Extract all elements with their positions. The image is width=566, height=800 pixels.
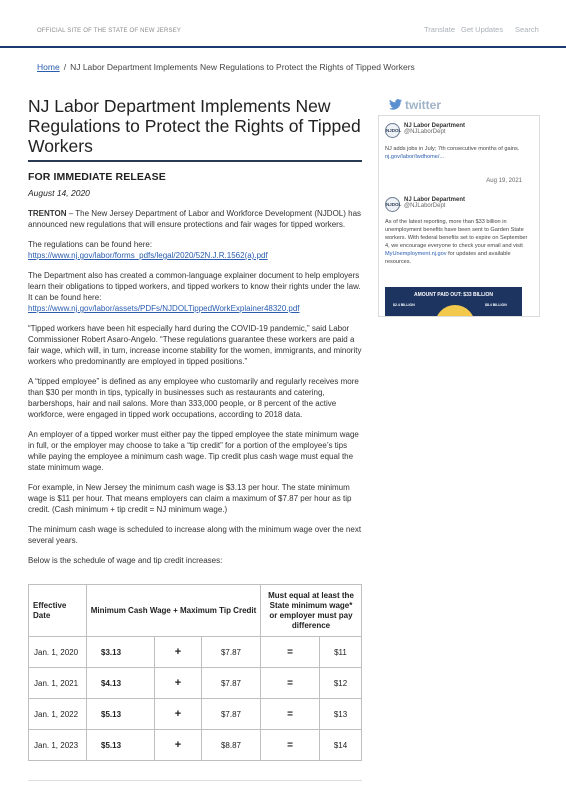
tweet-author-name: NJ Labor Department	[404, 123, 466, 129]
regulations-text: The regulations can be found here:	[28, 240, 153, 249]
table-row	[29, 699, 362, 730]
tweet-image-label-right: $8.4 BILLION	[485, 303, 507, 307]
release-label: FOR IMMEDIATE RELEASE	[28, 171, 166, 183]
paragraph-definition: A “tipped employee” is defined as any employee who customarily and regularly receives more than $30 per month in tips, typically in businesses such as restaurants and catering, barbershops, hair and nail salons. More than 333,000 people, or 8 percent of the active workforce, were engaged in tipped work occupations, according to 2018 data.	[28, 377, 359, 419]
paragraph-intro	[28, 208, 362, 230]
avatar: NJDOL	[385, 123, 400, 138]
tweet-text	[385, 218, 532, 266]
paragraph-explainer	[28, 270, 362, 314]
paragraph-schedule-intro: Below is the schedule of wage and tip credit increases:	[28, 556, 223, 565]
breadcrumb	[37, 62, 415, 72]
plus-sign: +	[155, 637, 202, 668]
breadcrumb-current: NJ Labor Department Implements New Regulations to Protect the Rights of Tipped Workers	[70, 62, 415, 72]
tweet-text	[385, 145, 530, 161]
breadcrumb-separator: /	[63, 62, 67, 72]
twitter-heading[interactable]	[391, 98, 441, 112]
translate-link[interactable]: Translate	[424, 25, 455, 34]
plus-sign: +	[155, 699, 202, 730]
row-date: Jan. 1, 2020	[29, 637, 87, 668]
tweet-image-pie	[435, 305, 475, 317]
release-date: August 14, 2020	[28, 188, 90, 198]
tweet-body-end: for updates and available resources.	[385, 251, 511, 265]
tweet-author-handle: @NJLaborDept	[404, 203, 446, 209]
paragraph-schedule-note: The minimum cash wage is scheduled to increase along with the minimum wage over the next several years.	[28, 525, 362, 545]
table-row	[29, 730, 362, 761]
tweet-link[interactable]: nj.gov/labor/lwdhome/...	[385, 154, 445, 160]
intro-text: – The New Jersey Department of Labor and Workforce Development (NJDOL) has announced new regulations that will ensure protections and fair wages for tipped workers.	[28, 209, 362, 229]
row-cash-wage: $3.13	[87, 637, 155, 668]
row-cash-wage: $5.13	[87, 730, 155, 761]
explainer-link[interactable]: https://www.nj.gov/labor/assets/PDFs/NJDOLTippedWorkExplainer48320.pdf	[28, 304, 300, 313]
row-total: $13	[320, 699, 362, 730]
explainer-text: The Department also has created a common-language explainer document to help employers learn their obligations to tipped workers, and tipped workers to know their rights under the law. It can be found here:	[28, 271, 361, 302]
equals-sign: =	[261, 637, 320, 668]
header-effective-date: Effective Date	[29, 585, 87, 637]
paragraph-employer: An employer of a tipped worker must either pay the tipped employee the state minimum wage in full, or the employer may choose to take a “tip credit” for a portion of the employee’s tips while paying the employee a minimum cash wage. Tip credit plus cash wage must equal the state minimum wage.	[28, 430, 359, 472]
official-site-label: OFFICIAL SITE OF THE STATE OF NEW JERSEY	[37, 28, 182, 34]
row-cash-wage: $5.13	[87, 699, 155, 730]
avatar: NJDOL	[385, 197, 400, 212]
footer-divider	[28, 780, 362, 781]
row-date: Jan. 1, 2021	[29, 668, 87, 699]
tweet-body: NJ adds jobs in July; 7th consecutive months of gains.	[385, 146, 520, 152]
regulations-link[interactable]: https://www.nj.gov/labor/forms_pdfs/legal/2020/52N.J.R.1562(a).pdf	[28, 251, 268, 260]
tweet-author-name: NJ Labor Department	[404, 197, 466, 203]
row-tip-credit: $7.87	[202, 637, 261, 668]
twitter-bird-icon	[389, 99, 402, 110]
paragraph-regulations	[28, 239, 362, 261]
page-title: NJ Labor Department Implements New Regulations to Protect the Rights of Tipped Workers	[28, 96, 361, 156]
article	[28, 96, 362, 566]
row-cash-wage: $4.13	[87, 668, 155, 699]
row-date: Jan. 1, 2023	[29, 730, 87, 761]
row-tip-credit: $7.87	[202, 699, 261, 730]
row-total: $14	[320, 730, 362, 761]
dateline: TRENTON	[28, 209, 67, 218]
tweet-image-title: AMOUNT PAID OUT: $33 BILLION	[413, 292, 494, 298]
title-divider	[28, 160, 362, 162]
plus-sign: +	[155, 668, 202, 699]
tweet-date: Aug 19, 2021	[486, 178, 522, 184]
tweet-body: As of the latest reporting, more than $33 billion in unemployment benefits have been sent to Garden State workers. With federal benefits set to expire on September 4, we encourage everyone to check your email and visit	[385, 219, 528, 249]
table-row	[29, 637, 362, 668]
wage-schedule-table	[28, 584, 362, 761]
table-row	[29, 668, 362, 699]
search-link[interactable]: Search	[515, 25, 539, 34]
tweet-author-handle: @NJLaborDept	[404, 129, 446, 135]
row-total: $11	[320, 637, 362, 668]
header-must-equal: Must equal at least the State minimum wage* or employer must pay difference	[261, 585, 362, 637]
tweet-image[interactable]	[385, 287, 522, 317]
get-updates-link[interactable]: Get Updates	[461, 25, 504, 34]
top-bar	[0, 0, 566, 48]
twitter-heading-text: twitter	[405, 98, 441, 112]
equals-sign: =	[261, 699, 320, 730]
row-tip-credit: $7.87	[202, 668, 261, 699]
twitter-feed[interactable]	[378, 115, 540, 317]
plus-sign: +	[155, 730, 202, 761]
table-header-row	[29, 585, 362, 637]
tweet-image-label-left: $2.4 BILLION	[393, 303, 415, 307]
breadcrumb-home-link[interactable]: Home	[37, 62, 60, 72]
tweet-link[interactable]: MyUnemployment.nj.gov	[385, 251, 447, 257]
row-tip-credit: $8.87	[202, 730, 261, 761]
tweet[interactable]	[379, 174, 539, 284]
paragraph-quote: “Tipped workers have been hit especially hard during the COVID-19 pandemic,” said Labor Commissioner Robert Asaro-Angelo. “These regulations guarantee these workers are paid a fair wage, which will, in turn, increase income stability for the women, immigrants, and minority workers who predominantly are employed in tipped positions.”	[28, 324, 362, 366]
row-date: Jan. 1, 2022	[29, 699, 87, 730]
paragraph-example: For example, in New Jersey the minimum cash wage is $3.13 per hour. The state minimum wage is $11 per hour. That means employers can claim a maximum of $7.87 per hour as tip credit. (Cash minimum + tip credit = NJ minimum wage.)	[28, 483, 352, 514]
equals-sign: =	[261, 668, 320, 699]
row-total: $12	[320, 668, 362, 699]
header-cash-plus-tip: Minimum Cash Wage + Maximum Tip Credit	[87, 585, 261, 637]
equals-sign: =	[261, 730, 320, 761]
